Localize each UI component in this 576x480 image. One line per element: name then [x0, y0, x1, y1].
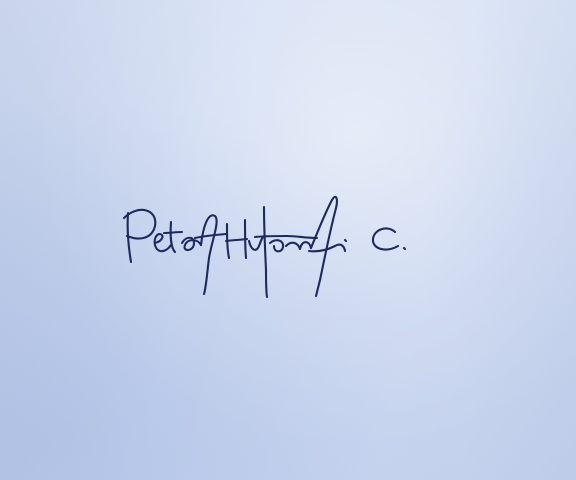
signature-strokes: [124, 197, 405, 297]
